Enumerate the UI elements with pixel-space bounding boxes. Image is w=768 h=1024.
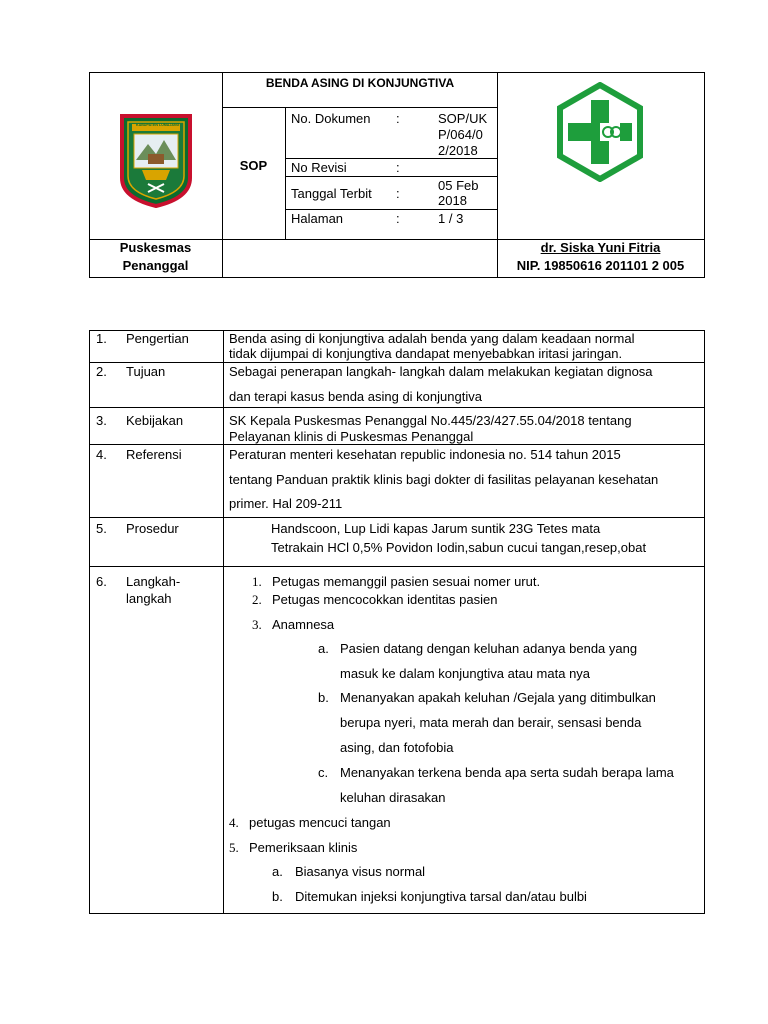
substep-text: asing, dan fotofobia	[340, 740, 454, 755]
substep-text: Menanyakan apakah keluhan /Gejala yang ditimbulkan	[340, 690, 656, 705]
substep-text: Pasien datang dengan keluhan adanya benda yang	[340, 641, 638, 656]
row-content: Benda asing di konjungtiva adalah benda yang dalam keadaan normal	[229, 331, 635, 346]
substep-text: berupa nyeri, mata merah dan berair, sensasi benda	[340, 715, 642, 730]
puskesmas-logo	[556, 82, 644, 182]
substep-text: keluhan dirasakan	[340, 790, 446, 805]
substep-letter: b.	[272, 889, 283, 904]
meta-value-tanggal-terbit: 2018	[438, 193, 467, 208]
meta-sep: :	[396, 186, 400, 201]
step-number: 1.	[252, 574, 262, 589]
org-name: Puskesmas	[119, 240, 192, 255]
step-number: 5.	[229, 840, 239, 855]
meta-value-tanggal-terbit: 05 Feb	[438, 178, 479, 193]
substep-letter: a.	[318, 641, 329, 656]
meta-value-no-dokumen: SOP/UK	[438, 111, 488, 126]
meta-label-no-dokumen: No. Dokumen	[291, 111, 371, 126]
step-text: petugas mencuci tangan	[249, 815, 391, 830]
step-text: Anamnesa	[272, 617, 335, 632]
substep-letter: a.	[272, 864, 283, 879]
substep-text: Menanyakan terkena benda apa serta sudah berapa lama	[340, 765, 674, 780]
row-number: 2.	[96, 364, 107, 379]
step-number: 3.	[252, 617, 262, 632]
meta-sep: :	[396, 111, 400, 126]
row-label-prosedur: Prosedur	[126, 521, 179, 536]
sop-label: SOP	[239, 158, 268, 173]
row-number: 6.	[96, 574, 107, 589]
row-content: Tetrakain HCl 0,5% Povidon Iodin,sabun cucui tangan,resep,obat	[271, 540, 647, 555]
row-content: tidak dijumpai di konjungtiva dandapat menyebabkan iritasi jaringan.	[229, 346, 623, 361]
signer-name: dr. Siska Yuni Fitria	[540, 240, 661, 255]
signer-nip: NIP. 19850616 201101 2 005	[516, 258, 685, 273]
row-label-langkah: Langkah-	[126, 574, 181, 589]
row-number: 5.	[96, 521, 107, 536]
substep-letter: c.	[318, 765, 329, 780]
row-content: Pelayanan klinis di Puskesmas Penanggal	[229, 429, 474, 444]
substep-letter: b.	[318, 690, 329, 705]
row-number: 1.	[96, 331, 107, 346]
row-label-tujuan: Tujuan	[126, 364, 166, 379]
meta-value-no-dokumen: P/064/0	[438, 127, 483, 142]
row-label-referensi: Referensi	[126, 447, 182, 462]
step-number: 4.	[229, 815, 239, 830]
crest-text: KABUPATEN LUMAJANG	[136, 123, 180, 127]
step-text: Petugas mencocokkan identitas pasien	[272, 592, 498, 607]
row-content: Handscoon, Lup Lidi kapas Jarum suntik 23G Tetes mata	[271, 521, 601, 536]
meta-label-halaman: Halaman	[291, 211, 344, 226]
row-content: SK Kepala Puskesmas Penanggal No.445/23/427.55.04/2018 tentang	[229, 413, 632, 428]
row-label-pengertian: Pengertian	[126, 331, 189, 346]
meta-value-halaman: 1 / 3	[438, 211, 464, 226]
meta-value-no-dokumen: 2/2018	[438, 143, 478, 158]
row-content: tentang Panduan praktik klinis bagi dokter di fasilitas pelayanan kesehatan	[229, 472, 659, 487]
meta-label-tanggal-terbit: Tanggal Terbit	[291, 186, 372, 201]
district-crest-logo	[118, 108, 194, 208]
step-text: Petugas memanggil pasien sesuai nomer urut.	[272, 574, 541, 589]
substep-text: Biasanya visus normal	[295, 864, 426, 879]
meta-label-no-revisi: No Revisi	[291, 160, 347, 175]
row-label-langkah: langkah	[126, 591, 172, 606]
row-content: Sebagai penerapan langkah- langkah dalam melakukan kegiatan dignosa	[229, 364, 653, 379]
row-number: 3.	[96, 413, 107, 428]
row-label-kebijakan: Kebijakan	[126, 413, 184, 428]
org-name: Penanggal	[122, 258, 189, 273]
row-content: Peraturan menteri kesehatan republic indonesia no. 514 tahun 2015	[229, 447, 621, 462]
step-text: Pemeriksaan klinis	[249, 840, 358, 855]
document-title: BENDA ASING DI KONJUNGTIVA	[265, 76, 455, 90]
step-number: 2.	[252, 592, 262, 607]
substep-text: masuk ke dalam konjungtiva atau mata nya	[340, 666, 591, 681]
row-content: primer. Hal 209-211	[229, 496, 343, 511]
row-content: dan terapi kasus benda asing di konjungtiva	[229, 389, 482, 404]
substep-text: Ditemukan injeksi konjungtiva tarsal dan/atau bulbi	[295, 889, 587, 904]
meta-sep: :	[396, 160, 400, 175]
row-number: 4.	[96, 447, 107, 462]
meta-sep: :	[396, 211, 400, 226]
